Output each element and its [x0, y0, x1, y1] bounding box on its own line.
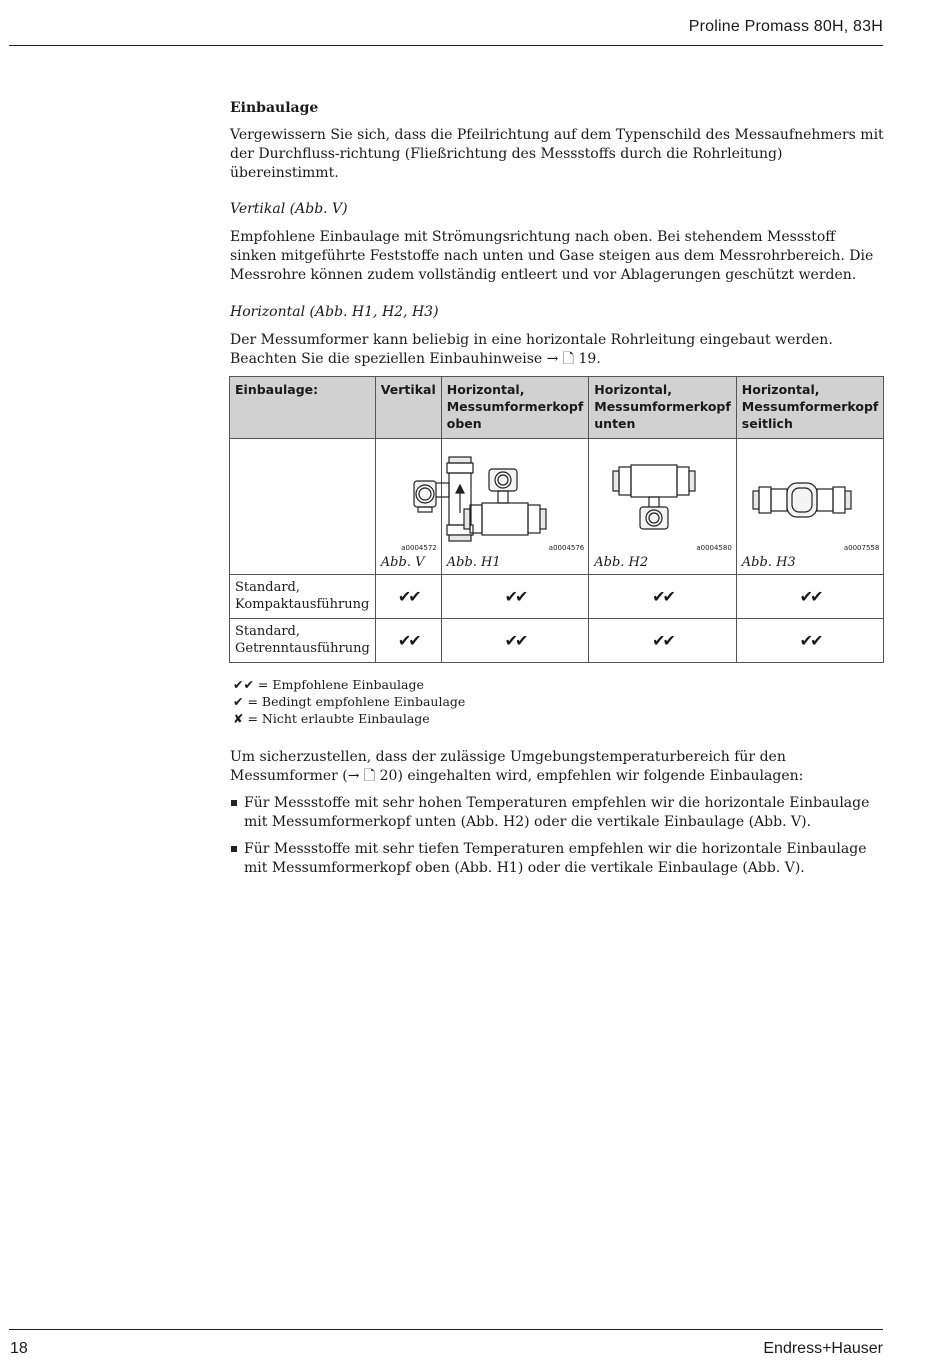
- intro-paragraph: Vergewissern Sie sich, dass die Pfeilrichtung auf dem Typenschild des Messaufnehmers mit der Durchfluss-richtung (Fließrichtung des Messstoffs durch die Rohrleitung) übereinstimmt.: [230, 127, 884, 181]
- brand-name: Endress+Hauser: [763, 1340, 883, 1357]
- header-cell-h2: Horizontal, Messumformerkopf unten: [589, 377, 737, 439]
- header-cell-h1: Horizontal, Messumformerkopf oben: [441, 377, 589, 439]
- check-compact-h2: ✔✔: [589, 575, 737, 619]
- page-number: 18: [10, 1340, 28, 1357]
- legend-conditional: ✔ = Bedingt empfohlene Einbaulage: [233, 694, 466, 709]
- check-remote-h2: ✔✔: [589, 619, 737, 663]
- table-legend: [233, 676, 465, 727]
- table-header-row: [230, 377, 884, 439]
- figure-empty-cell: [230, 439, 376, 575]
- horizontal-paragraph-1: Der Messumformer kann beliebig in eine horizontale Rohrleitung eingebaut werden.: [230, 332, 833, 348]
- row-label-compact: Standard, Kompaktausführung: [230, 575, 376, 619]
- figure-caption-h3: Abb. H3: [741, 555, 796, 570]
- horizontal-subheading: Horizontal (Abb. H1, H2, H3): [230, 304, 439, 320]
- table-row: [230, 575, 884, 619]
- vertical-subheading: Vertikal (Abb. V): [230, 201, 348, 217]
- header-cell-orientation: Einbaulage:: [230, 377, 376, 439]
- figure-code-v: a0004572: [401, 544, 437, 552]
- legend-recommended: ✔✔ = Empfohlene Einbaulage: [233, 677, 424, 692]
- list-item: Für Messstoffe mit sehr tiefen Temperaturen empfehlen wir die horizontale Einbaulage mit Messumformerkopf oben (Abb. H1) oder die vertikale Einbaulage (Abb. V).: [230, 840, 890, 878]
- figure-caption-v: Abb. V: [380, 555, 425, 570]
- footer-rule: [9, 1329, 883, 1330]
- figure-caption-h2: Abb. H2: [594, 555, 649, 570]
- figure-cell-h2: [589, 439, 737, 575]
- document-header-title: Proline Promass 80H, 83H: [688, 18, 883, 35]
- section-body: [230, 99, 885, 369]
- figure-code-h3: a0007558: [843, 544, 880, 552]
- table-row: [230, 619, 884, 663]
- horizontal-paragraph-2: Beachten Sie die speziellen Einbauhinweise → 🗋 19.: [230, 351, 601, 367]
- figure-cell-h3: [736, 439, 884, 575]
- header-rule: [9, 45, 883, 46]
- check-compact-h1: ✔✔: [441, 575, 589, 619]
- row-label-remote: Standard, Getrenntausführung: [230, 619, 376, 663]
- header-cell-h3: Horizontal, Messumformerkopf seitlich: [736, 377, 884, 439]
- section-heading: Einbaulage: [230, 100, 319, 116]
- figure-cell-h1: [441, 439, 589, 575]
- check-compact-v: ✔✔: [375, 575, 441, 619]
- installation-orientation-table: [229, 376, 884, 663]
- check-compact-h3: ✔✔: [736, 575, 884, 619]
- check-remote-h1: ✔✔: [441, 619, 589, 663]
- figure-cell-v: [375, 439, 441, 575]
- figure-code-h1: a0004576: [548, 544, 585, 552]
- vertical-paragraph: Empfohlene Einbaulage mit Strömungsrichtung nach oben. Bei stehendem Messstoff sinken mitgeführte Feststoffe nach unten und Gase steigen aus dem Messrohrbereich. Die Messrohre können zudem vollständig entleert und vor Ablagerungen geschützt werden.: [230, 229, 874, 283]
- recommendation-list: [230, 794, 890, 886]
- list-item: Für Messstoffe mit sehr hohen Temperaturen empfehlen wir die horizontale Einbaulage mit Messumformerkopf unten (Abb. H2) oder die vertikale Einbaulage (Abb. V).: [230, 794, 890, 832]
- check-remote-v: ✔✔: [375, 619, 441, 663]
- check-remote-h3: ✔✔: [736, 619, 884, 663]
- legend-not-allowed: ✘ = Nicht erlaubte Einbaulage: [233, 711, 430, 726]
- figure-caption-h1: Abb. H1: [446, 555, 501, 570]
- figure-code-h2: a0004580: [696, 544, 732, 552]
- header-cell-vertical: Vertikal: [375, 377, 441, 439]
- ambient-paragraph: Um sicherzustellen, dass der zulässige Umgebungstemperaturbereich für den Messumformer (→ 🗋 20) eingehalten wird, empfehlen wir folgende Einbaulagen:: [230, 749, 804, 784]
- table-figure-row: [230, 439, 884, 575]
